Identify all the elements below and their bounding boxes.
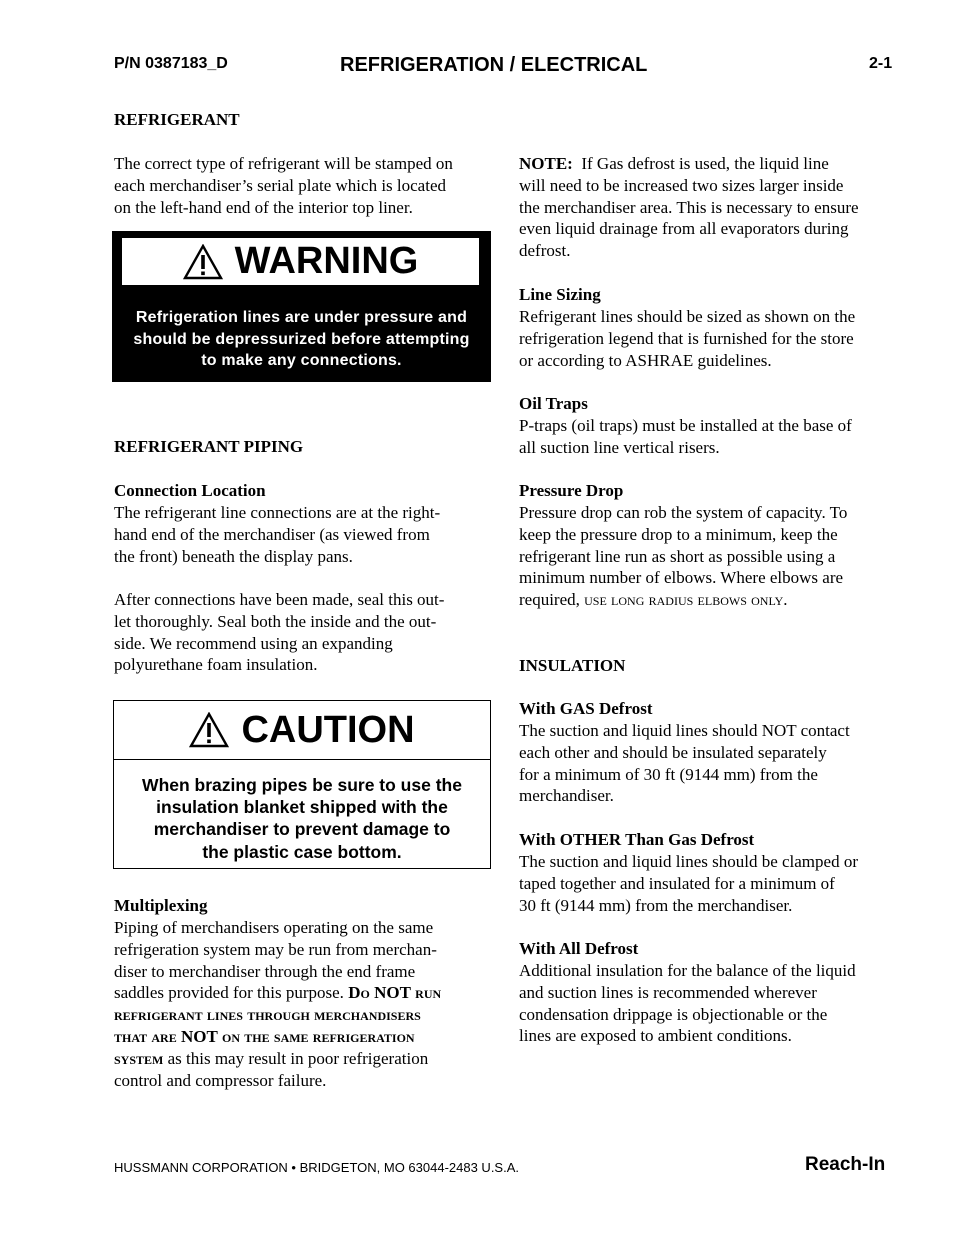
text-line: After connections have been made, seal this out- xyxy=(114,590,445,609)
text-line: Piping of merchandisers operating on the same xyxy=(114,918,434,937)
refrigerant-text xyxy=(114,153,453,218)
text-line: for a minimum of 30 ft (9144 mm) from the xyxy=(519,764,818,784)
text-line: insulation blanket shipped with the xyxy=(156,797,448,818)
part-number: P/N 0387183_D xyxy=(114,55,228,72)
text-line: refrigeration system may be run from merchan- xyxy=(114,939,437,959)
text-line: will need to be increased two sizes larger inside xyxy=(519,175,844,195)
text-line xyxy=(114,1048,441,1070)
caution-title: CAUTION xyxy=(241,708,415,751)
text-line: Pressure drop can rob the system of capacity. To xyxy=(519,503,848,522)
text-span: If Gas defrost is used, the liquid line xyxy=(581,154,829,173)
text-line: The suction and liquid lines should NOT contact xyxy=(519,721,850,740)
multiplexing-heading: Multiplexing xyxy=(114,896,208,915)
text-span: system xyxy=(114,1048,164,1068)
text-line: Additional insulation for the balance of the liquid xyxy=(519,961,856,980)
warning-triangle-icon xyxy=(183,244,223,280)
text-line: defrost. xyxy=(519,241,571,261)
other-defrost-text xyxy=(519,851,858,916)
footer-product: Reach-In xyxy=(805,1154,886,1175)
text-line: Refrigerant lines should be sized as shown on the xyxy=(519,307,856,326)
text-line: refrigerant line run as short as possible using a xyxy=(519,546,836,566)
all-defrost-text xyxy=(519,960,856,1047)
refrigerant-heading: REFRIGERANT xyxy=(114,110,240,129)
text-line: polyurethane foam insulation. xyxy=(114,655,318,675)
gas-defrost-heading: With GAS Defrost xyxy=(519,699,653,718)
note-label: NOTE: xyxy=(519,154,573,173)
oil-traps-heading: Oil Traps xyxy=(519,394,588,413)
warning-title: WARNING xyxy=(234,240,419,282)
text-line: even liquid drainage from all evaporators during xyxy=(519,219,849,239)
text-line: condensation drippage is objectionable or the xyxy=(519,1004,828,1024)
text-line: P-traps (oil traps) must be installed at the base of xyxy=(519,416,852,435)
line-sizing-heading: Line Sizing xyxy=(519,285,601,304)
text-line: keep the pressure drop to a minimum, keep the xyxy=(519,524,838,544)
text-span: run xyxy=(415,983,442,1003)
text-line: the merchandiser area. This is necessary to ensure xyxy=(519,197,859,217)
text-line: the plastic case bottom. xyxy=(202,841,402,862)
text-line: refrigeration legend that is furnished for the store xyxy=(519,328,854,348)
caution-box xyxy=(113,700,491,869)
text-line xyxy=(114,982,441,1004)
all-defrost-heading: With All Defrost xyxy=(519,939,639,958)
text-line: let thoroughly. Seal both the inside and the out- xyxy=(114,611,437,631)
text-line xyxy=(519,589,847,611)
seal-text xyxy=(114,589,444,676)
text-span: NOT xyxy=(374,983,411,1003)
gas-defrost-text xyxy=(519,720,850,807)
text-line: side. We recommend using an expanding xyxy=(114,633,393,653)
text-span: required, xyxy=(519,590,585,610)
caution-text xyxy=(114,774,490,863)
text-span: saddles provided for this purpose. xyxy=(114,983,349,1003)
other-defrost-heading: With OTHER Than Gas Defrost xyxy=(519,830,755,849)
text-span: on the same refrigeration xyxy=(222,1026,415,1046)
text-span: Do xyxy=(348,983,370,1003)
insulation-heading: INSULATION xyxy=(519,656,626,675)
text-line: Refrigeration lines are under pressure and xyxy=(135,309,468,326)
text-line: all suction line vertical risers. xyxy=(519,437,720,457)
note-text xyxy=(519,153,859,262)
text-line: merchandiser to prevent damage to xyxy=(153,819,451,840)
text-line: The refrigerant line connections are at the right- xyxy=(114,503,441,522)
text-line: lines are exposed to ambient conditions. xyxy=(519,1026,792,1046)
text-line xyxy=(114,1026,441,1048)
text-line: each merchandiser’s serial plate which is located xyxy=(114,175,446,195)
text-line: to make any connections. xyxy=(201,352,402,370)
text-line: taped together and insulated for a minimum of xyxy=(519,873,835,893)
text-line: The correct type of refrigerant will be stamped on xyxy=(114,154,453,173)
footer-company: HUSSMANN CORPORATION • BRIDGETON, MO 63044-2483 U.S.A. xyxy=(114,1160,519,1175)
text-line: control and compressor failure. xyxy=(114,1070,327,1090)
text-line: merchandiser. xyxy=(519,786,614,806)
line-sizing-text xyxy=(519,306,855,371)
text-line: should be depressurized before attempting xyxy=(133,330,470,348)
pressure-drop-text xyxy=(519,502,847,611)
text-line: hand end of the merchandiser (as viewed from xyxy=(114,524,430,544)
text-line: refrigerant lines through merchandisers xyxy=(114,1005,421,1025)
text-line: The suction and liquid lines should be clamped or xyxy=(519,852,858,871)
text-line xyxy=(519,153,859,175)
warning-text xyxy=(112,307,491,372)
multiplexing-text xyxy=(114,917,441,1091)
text-span: that are xyxy=(114,1026,177,1046)
text-line: minimum number of elbows. Where elbows are xyxy=(519,568,844,588)
text-span: NOT xyxy=(180,1026,218,1046)
piping-heading: REFRIGERANT PIPING xyxy=(114,437,304,456)
text-line: 30 ft (9144 mm) from the merchandiser. xyxy=(519,895,793,915)
oil-traps-text xyxy=(519,415,852,459)
warning-triangle-icon xyxy=(189,712,229,748)
text-line: and suction lines is recommended wherever xyxy=(519,982,817,1002)
text-line: or according to ASHRAE guidelines. xyxy=(519,350,772,370)
pressure-drop-heading: Pressure Drop xyxy=(519,481,624,500)
warning-header xyxy=(122,238,479,285)
warning-box xyxy=(112,231,491,382)
text-span: as this may result in poor refrigeration xyxy=(163,1048,429,1068)
text-line: on the left-hand end of the interior top liner. xyxy=(114,197,413,217)
connection-heading: Connection Location xyxy=(114,481,266,500)
text-line: diser to merchandiser through the end frame xyxy=(114,961,416,981)
text-span: use long radius elbows only. xyxy=(584,590,788,610)
page-number: 2-1 xyxy=(869,55,893,72)
caution-header xyxy=(114,701,490,760)
page-title: REFRIGERATION / ELECTRICAL xyxy=(340,54,648,76)
text-line: the front) beneath the display pans. xyxy=(114,546,353,566)
connection-text xyxy=(114,502,440,567)
text-line: When brazing pipes be sure to use the xyxy=(142,775,462,795)
text-line: each other and should be insulated separately xyxy=(519,742,827,762)
